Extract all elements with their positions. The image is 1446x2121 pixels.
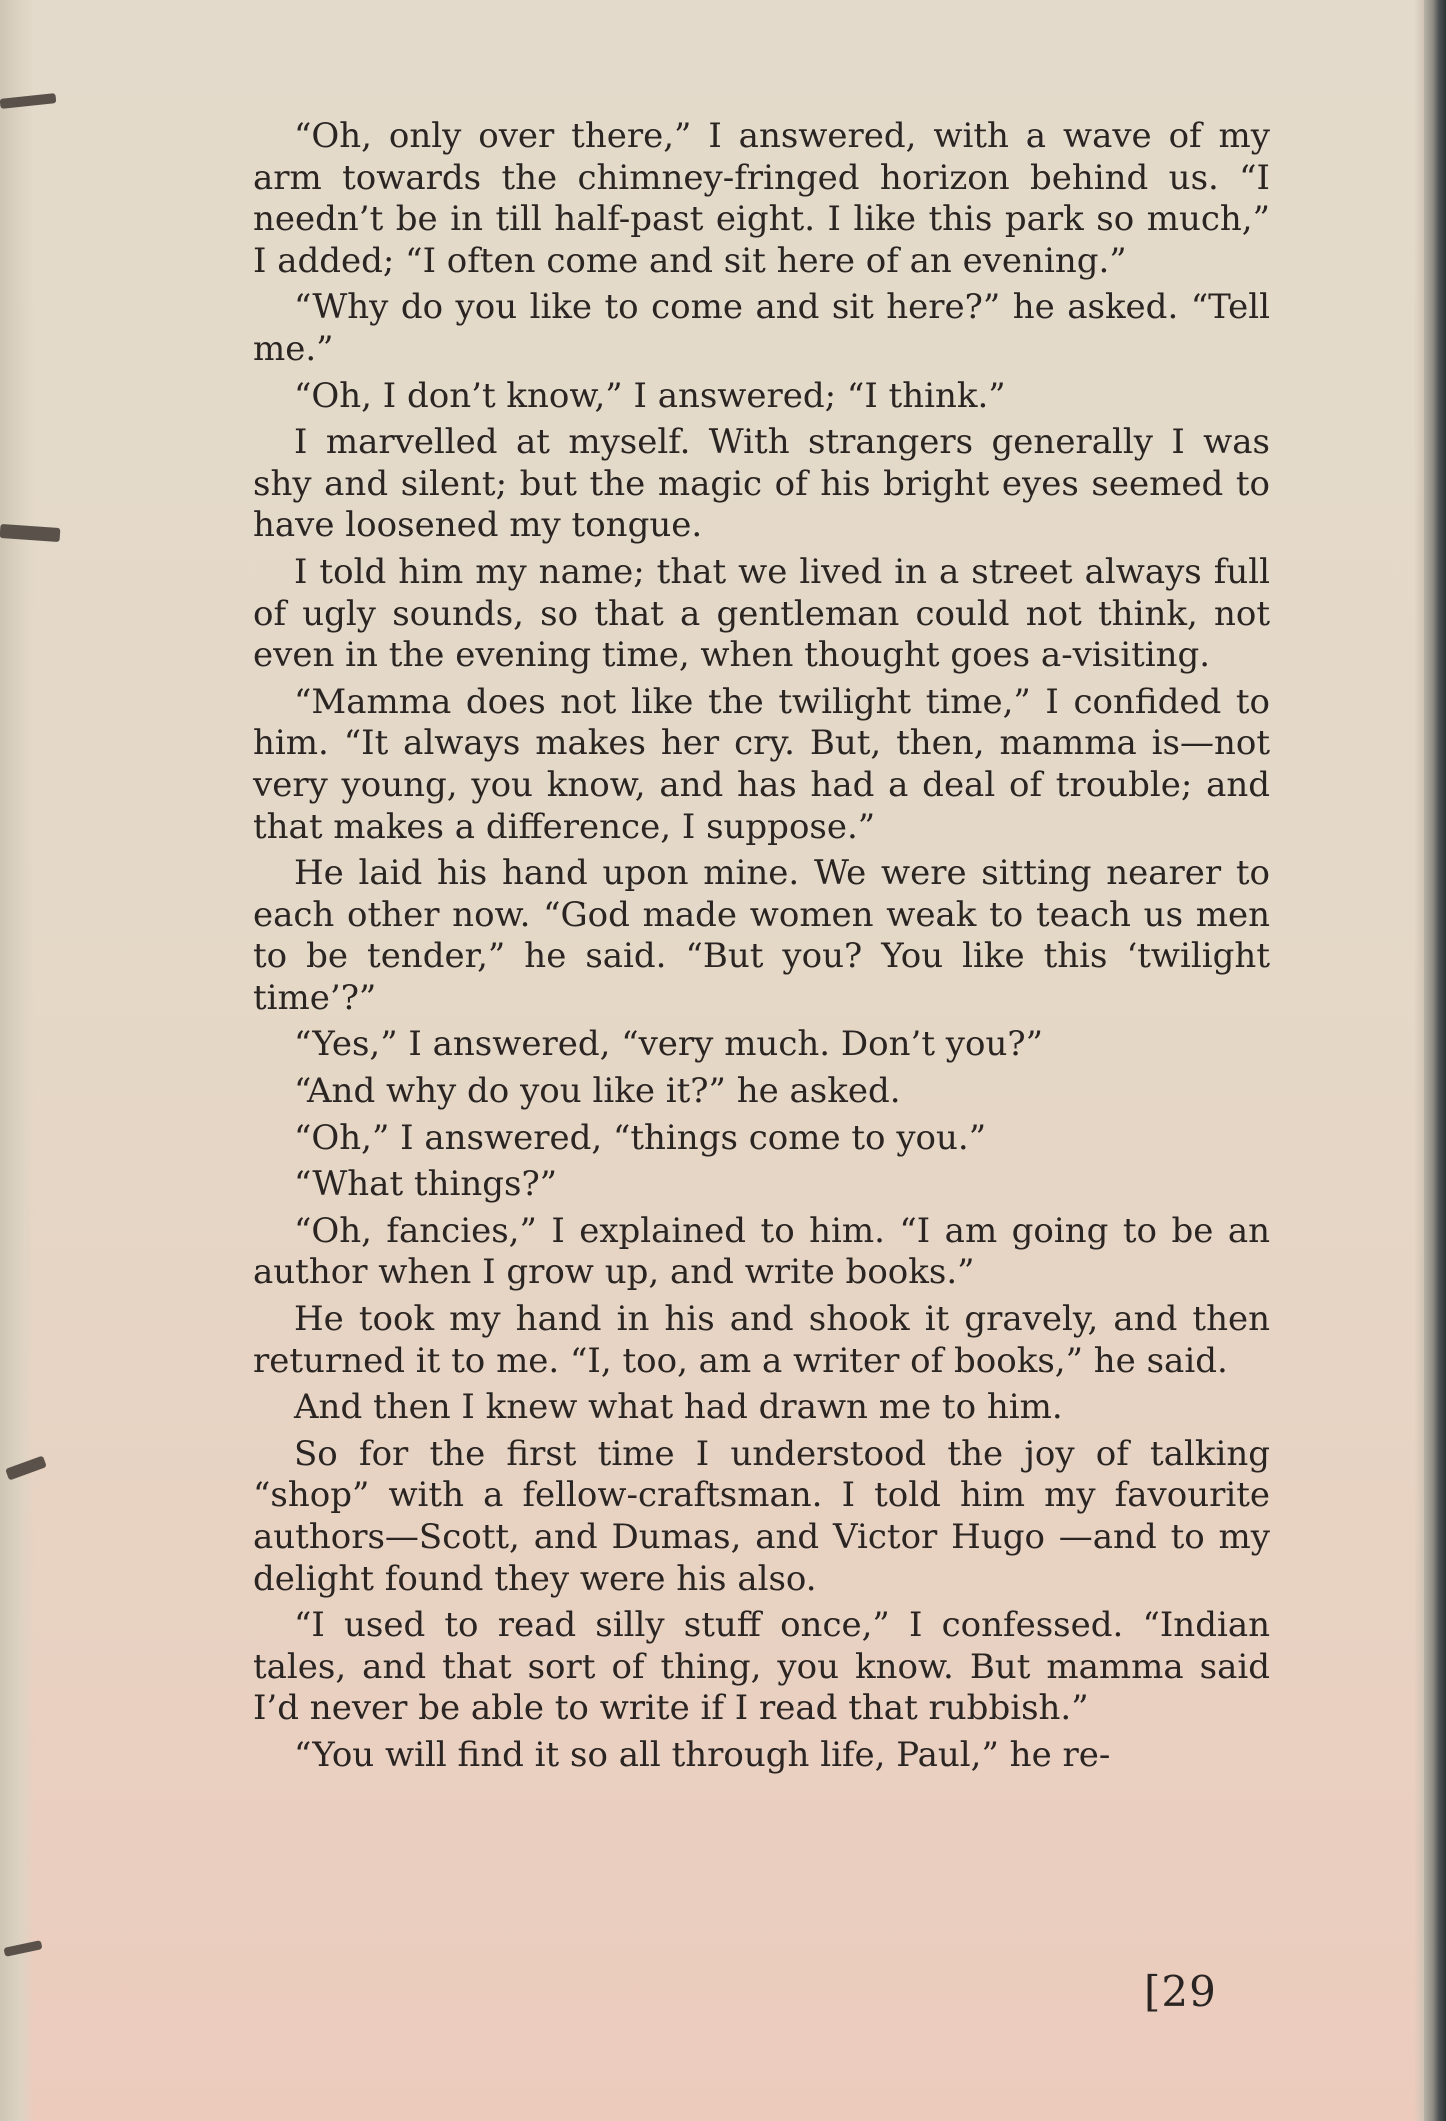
page-text bbox=[253, 116, 1270, 1782]
page-number: [29 bbox=[1144, 1967, 1217, 2016]
paragraph: “You will find it so all through life, Paul,” he re- bbox=[294, 1734, 1111, 1775]
paragraph: “Oh, only over there,” I answered, with a wave of my arm towards the chimney-fringed horizon behind us. “I needn’t be in till half-past eight. I like this park so much,” I added; “I often come and sit here of an evening.” bbox=[253, 116, 1270, 281]
paragraph: “Yes,” I answered, “very much. Don’t you?” bbox=[294, 1024, 1043, 1065]
paragraph: “Oh, fancies,” I explained to him. “I am going to be an author when I grow up, and write books.” bbox=[253, 1210, 1270, 1293]
paragraph: So for the first time I understood the joy of talking “shop” with a fellow-craftsman. I told him my favourite authors—Scott, and Dumas, and Victor Hugo —and to my delight found they were his also. bbox=[253, 1433, 1270, 1599]
paragraph: I told him my name; that we lived in a street always full of ugly sounds, so that a gentleman could not think, not even in the evening time, when thought goes a-visiting. bbox=[253, 551, 1270, 676]
paragraph: He took my hand in his and shook it gravely, and then returned it to me. “I, too, am a writer of books,” he said. bbox=[253, 1299, 1270, 1381]
paragraph: “I used to read silly stuff once,” I confessed. “Indian tales, and that sort of thing, you know. But mamma said I’d never be able to write if I read that rubbish.” bbox=[253, 1605, 1270, 1729]
page-gutter-shadow bbox=[0, 0, 34, 2121]
paragraph: I marvelled at myself. With strangers generally I was shy and silent; but the magic of his bright eyes seemed to have loosened my tongue. bbox=[253, 422, 1270, 546]
paragraph: And then I knew what had drawn me to him. bbox=[294, 1387, 1063, 1428]
paragraph: “Oh, I don’t know,” I answered; “I think.” bbox=[294, 375, 1006, 416]
paragraph: “Mamma does not like the twilight time,” I confided to him. “It always makes her cry. But, then, mamma is—not very young, you know, and has had a deal of trouble; and that makes a difference, I suppose.” bbox=[253, 681, 1270, 847]
page-edge-shadow bbox=[1414, 0, 1424, 2121]
book-edge bbox=[1424, 0, 1446, 2121]
paragraph: “And why do you like it?” he asked. bbox=[294, 1071, 901, 1112]
paragraph: “Why do you like to come and sit here?” he asked. “Tell me.” bbox=[253, 287, 1270, 369]
paragraph: He laid his hand upon mine. We were sitting nearer to each other now. “God made women weak to teach us men to be tender,” he said. “But you? You like this ‘twilight time’?” bbox=[253, 853, 1270, 1018]
paragraph: “Oh,” I answered, “things come to you.” bbox=[294, 1117, 987, 1158]
paragraph: “What things?” bbox=[294, 1164, 558, 1205]
